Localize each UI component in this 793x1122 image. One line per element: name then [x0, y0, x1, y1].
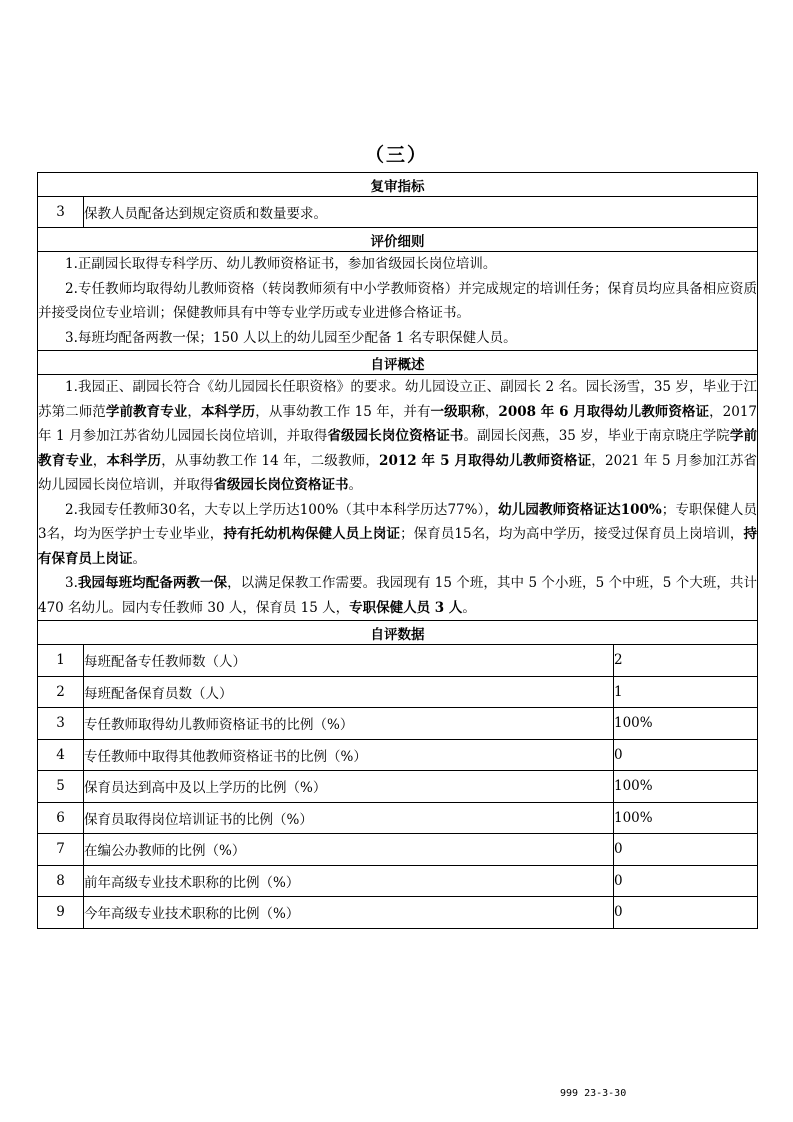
text-run: ， [187, 403, 201, 420]
text-run: ， [484, 403, 499, 420]
section-data-header: 自评数据 [38, 621, 758, 645]
section-header-row [38, 173, 758, 197]
data-row-number: 4 [38, 739, 84, 771]
data-row [38, 865, 758, 897]
data-row-label: 每班配备专任教师数（人） [84, 645, 614, 677]
details-paragraph [38, 252, 757, 277]
section-header-row [38, 351, 758, 375]
data-row [38, 897, 758, 929]
text-run: ，2017 年 1 月参加江苏省幼儿园园长岗位培训，并取得 [38, 403, 758, 444]
data-row-number: 2 [38, 676, 84, 708]
bold-text: 省级园长岗位资格证书 [327, 428, 464, 444]
text-run: ，以满足保教工作需要。我园现有 15 个班，其中 5 个小班，5 个中班，5 个大班，共计 470 名幼儿。园内专任教师 30 人，保育员 15 人， [38, 575, 758, 616]
text-run: 1.正副园长取得专科学历、幼儿教师资格证书，参加省级园长岗位培训。 [65, 256, 497, 272]
section-details-header: 评价细则 [38, 228, 758, 252]
text-run: 。 [462, 599, 476, 616]
data-row-number: 3 [38, 708, 84, 740]
text-run: 3.每班均配备两教一保；150 人以上的幼儿园至少配备 1 名专职保健人员。 [65, 329, 517, 346]
data-row [38, 645, 758, 677]
data-row [38, 676, 758, 708]
text-run: 1.我园正、副园长符合《幼儿园园长任职资格》的要求。幼儿园设立正、副园长 2 名。园长汤雪，35 岁，毕业于江苏第二师范 [38, 379, 758, 420]
summary-content [38, 375, 758, 621]
bold-text: 专职保健人员 3 人 [349, 599, 463, 616]
summary-paragraph [38, 498, 757, 572]
data-row-label: 每班配备保育员数（人） [84, 676, 614, 708]
section-review-header: 复审指标 [38, 173, 758, 197]
data-row-label: 在编公办教师的比例（%） [84, 834, 614, 866]
bold-text: 省级园长岗位资格证书 [213, 477, 349, 493]
section-header-row [38, 228, 758, 252]
data-row-label: 保育员达到高中及以上学历的比例（%） [84, 771, 614, 803]
text-run: ；专职保健人员3名，均为医学护士专业毕业， [38, 501, 758, 542]
footer-stamp: 999 23-3-30 [560, 1088, 627, 1099]
data-row-value: 100% [614, 708, 758, 740]
bold-text: 本科学历 [200, 403, 256, 420]
details-row [38, 252, 758, 351]
data-row [38, 708, 758, 740]
data-row-number: 1 [38, 645, 84, 677]
data-row [38, 771, 758, 803]
document-title: （三） [364, 144, 428, 166]
bold-text: 本科学历 [106, 452, 162, 469]
bold-text: 我园每班均配备两教一保 [77, 575, 228, 591]
text-run: 3. [65, 575, 78, 591]
evaluation-table [37, 172, 758, 929]
data-row [38, 834, 758, 866]
data-row-number: 6 [38, 802, 84, 834]
data-row-value: 2 [614, 645, 758, 677]
data-row-value: 0 [614, 739, 758, 771]
text-run: ，2021 年 5 月参加江苏省幼儿园园长岗位培训，并取得 [38, 452, 758, 493]
text-run: 。 [132, 550, 146, 567]
section-header-row [38, 621, 758, 645]
data-row-value: 0 [614, 834, 758, 866]
data-row-value: 0 [614, 897, 758, 929]
data-row-number: 7 [38, 834, 84, 866]
bold-text: 幼儿园教师资格证达100% [498, 501, 662, 518]
data-row-value: 0 [614, 865, 758, 897]
text-run: 2.专任教师均取得幼儿教师资格（转岗教师须有中小学教师资格）并完成规定的培训任务；保育员均应具备相应资质并接受岗位专业培训；保健教师具有中等专业学历或专业进修合格证书。 [38, 280, 758, 321]
data-row-label: 前年高级专业技术职称的比例（%） [84, 865, 614, 897]
bold-text: 持有托幼机构保健人员上岗证 [223, 526, 401, 542]
details-paragraph [38, 277, 757, 326]
bold-text: 学前教育专业 [105, 403, 188, 420]
text-run: 2.我园专任教师30名，大专以上学历达100%（其中本科学历达77%）， [65, 501, 499, 518]
indicator-text: 保教人员配备达到规定资质和数量要求。 [84, 197, 758, 228]
data-row-number: 5 [38, 771, 84, 803]
bold-text: 2012 年 5 月取得幼儿教师资格证 [379, 452, 592, 469]
text-run: ；保育员15名，均为高中学历，接受过保育员上岗培训， [400, 526, 744, 542]
data-row-label: 今年高级专业技术职称的比例（%） [84, 897, 614, 929]
data-row [38, 802, 758, 834]
text-run: ，从事幼教工作 14 年，二级教师， [161, 452, 380, 469]
indicator-number: 3 [38, 197, 84, 228]
summary-paragraph [38, 571, 757, 620]
bold-text: 一级职称 [430, 403, 485, 420]
indicator-row [38, 197, 758, 228]
details-content [38, 252, 758, 351]
data-row-label: 保育员取得岗位培训证书的比例（%） [84, 802, 614, 834]
data-row-label: 专任教师中取得其他教师资格证书的比例（%） [84, 739, 614, 771]
section-summary-header: 自评概述 [38, 351, 758, 375]
text-run: 。副园长闵燕，35 岁，毕业于南京晓庄学院 [463, 428, 730, 444]
summary-paragraph [38, 375, 757, 498]
data-row-value: 100% [614, 802, 758, 834]
bold-text: 学前教育专业 [38, 428, 758, 469]
text-run: 。 [348, 477, 362, 493]
bold-text: 2008 年 6 月取得幼儿教师资格证 [498, 403, 710, 420]
data-row-value: 1 [614, 676, 758, 708]
bold-text: 持有保育员上岗证 [38, 526, 758, 567]
data-row-label: 专任教师取得幼儿教师资格证书的比例（%） [84, 708, 614, 740]
text-run: ， [92, 452, 107, 469]
details-paragraph [38, 326, 757, 351]
data-row [38, 739, 758, 771]
data-row-number: 8 [38, 865, 84, 897]
data-row-value: 100% [614, 771, 758, 803]
summary-row [38, 375, 758, 621]
data-row-number: 9 [38, 897, 84, 929]
text-run: ，从事幼教工作 15 年，并有 [255, 403, 431, 420]
